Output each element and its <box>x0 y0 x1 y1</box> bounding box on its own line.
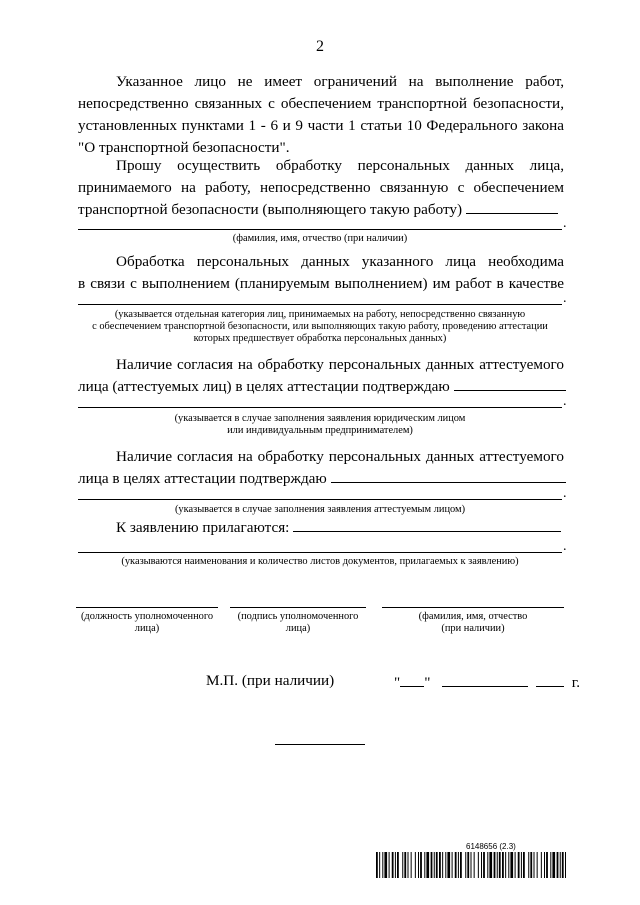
text-line <box>78 517 564 539</box>
text-line <box>78 468 564 490</box>
text-line <box>78 376 564 398</box>
paragraph-consent-person <box>78 446 564 490</box>
date-field <box>394 672 580 692</box>
caption-consent-person: (указывается в случае заполнения заявления аттестуемым лицом) <box>174 504 466 515</box>
caption-consent-legal <box>70 413 570 437</box>
caption-line: (подпись уполномоченного <box>237 611 359 622</box>
caption-line: (при наличии) <box>441 623 505 634</box>
fill-line[interactable] <box>466 199 558 214</box>
caption-line: (должность уполномоченного <box>80 611 214 622</box>
caption-line: которых предшествует обработка персональных данных) <box>193 333 447 344</box>
fill-line-category[interactable] <box>78 304 562 305</box>
caption-category <box>70 309 570 345</box>
text-line-part: лица (аттестуемых лиц) в целях аттестации подтверждаю <box>78 378 450 395</box>
text-line: Прошу осуществить обработку персональных данных лица, <box>116 157 564 174</box>
signature-name-field[interactable] <box>382 607 564 635</box>
line-end-dot: . <box>563 394 567 409</box>
caption-line: или индивидуальным предпринимателем) <box>227 425 413 436</box>
separator-line <box>275 744 365 745</box>
date-month-input[interactable] <box>442 672 528 687</box>
paragraph-purpose <box>78 251 564 295</box>
caption-line: (указывается в случае заполнения заявления юридическим лицом <box>174 413 466 424</box>
date-open-quote: " <box>394 674 401 691</box>
paragraph-attachments <box>78 517 564 539</box>
caption-line: (фамилия, имя, отчество <box>418 611 528 622</box>
fill-line-attachments[interactable] <box>78 552 562 553</box>
text-line: Указанное лицо не имеет ограничений на выполнение работ, <box>116 73 564 90</box>
attachments-label: К заявлению прилагаются: <box>116 519 290 536</box>
caption-attachments: (указываются наименования и количество листов документов, прилагаемых к заявлению) <box>121 556 519 567</box>
caption-line: лица) <box>134 623 160 634</box>
fill-line[interactable] <box>331 468 566 483</box>
paragraph-consent-legal <box>78 354 564 398</box>
signature-position-field[interactable] <box>76 607 218 635</box>
line-end-dot: . <box>563 539 567 554</box>
paragraph-request <box>78 155 564 221</box>
caption-line: (указывается отдельная категория лиц, принимаемых на работу, непосредственно связанную <box>114 309 526 320</box>
fill-line-full-name[interactable] <box>78 229 562 230</box>
fill-line[interactable] <box>454 376 566 391</box>
text-line-part: транспортной безопасности (выполняющего такую работу) <box>78 201 463 218</box>
fill-line[interactable] <box>293 517 561 532</box>
text-line: Наличие согласия на обработку персональных данных аттестуемого <box>116 356 564 373</box>
text-line: Наличие согласия на обработку персональных данных аттестуемого <box>116 448 564 465</box>
barcode-icon <box>376 852 566 878</box>
text-line-part: лица в целях аттестации подтверждаю <box>78 470 327 487</box>
text-line: в связи с выполнением (планируемым выполнением) им работ в качестве <box>78 275 564 292</box>
text-line: "О транспортной безопасности". <box>78 139 290 156</box>
form-code: 6148656 (2.3) <box>466 842 516 851</box>
date-day-input[interactable] <box>400 672 424 687</box>
line-end-dot: . <box>563 291 567 306</box>
fill-line-consent-legal[interactable] <box>78 407 562 408</box>
caption-full-name: (фамилия, имя, отчество (при наличии) <box>232 233 408 244</box>
date-year-input[interactable] <box>536 672 564 687</box>
fill-line-consent-person[interactable] <box>78 499 562 500</box>
signature-field[interactable] <box>230 607 366 635</box>
text-line: установленных пунктами 1 - 6 и 9 части 1 статьи 10 Федерального закона <box>78 117 564 134</box>
caption-line: с обеспечением транспортной безопасности, или выполняющих такую работу, проведению аттестации <box>92 321 548 332</box>
text-line: принимаемого на работу, непосредственно связанную с обеспечением <box>78 179 564 196</box>
text-line: Обработка персональных данных указанного лица необходима <box>116 253 564 270</box>
line-end-dot: . <box>563 216 567 231</box>
paragraph-restrictions <box>78 71 564 159</box>
page-number: 2 <box>316 38 324 55</box>
text-line: непосредственно связанных с обеспечением транспортной безопасности, <box>78 95 564 112</box>
stamp-label: М.П. (при наличии) <box>206 672 335 689</box>
date-year-suffix: г. <box>571 674 581 691</box>
text-line <box>78 199 564 221</box>
caption-line: лица) <box>285 623 311 634</box>
date-close-quote: " <box>424 674 431 691</box>
line-end-dot: . <box>563 486 567 501</box>
